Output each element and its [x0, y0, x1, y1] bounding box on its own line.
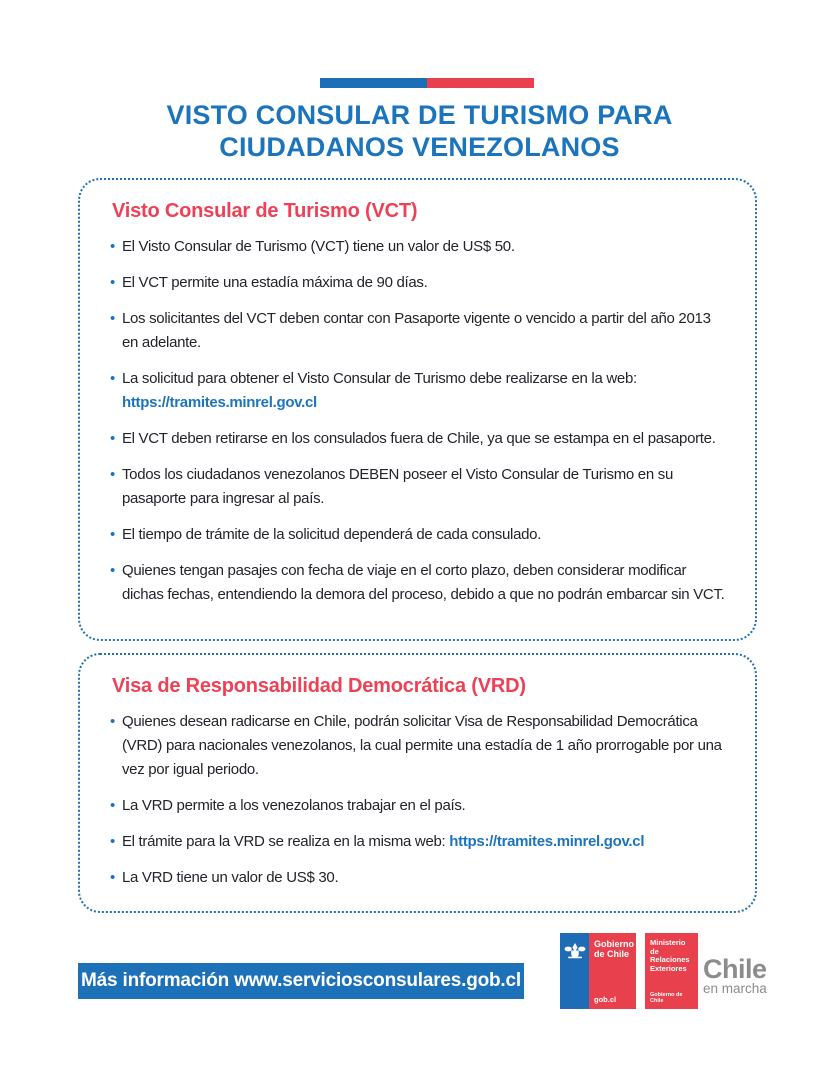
page-title [0, 99, 839, 163]
bullet-text: La VRD permite a los venezolanos trabajar en el país. [121, 797, 466, 814]
minrel-wordmark [650, 939, 696, 973]
bullet-dot-icon: • [110, 274, 115, 291]
page-title-line-1: VISTO CONSULAR DE TURISMO PARA [166, 100, 673, 130]
gob-wordmark-line-1: Gobierno [594, 939, 634, 949]
bullet-text: El tiempo de trámite de la solicitud dependerá de cada consulado. [121, 526, 542, 543]
bullet-dot-icon: • [110, 430, 115, 447]
vrd-section [78, 653, 757, 913]
bullet-item [110, 427, 729, 451]
vct-bullet-list [110, 235, 729, 607]
bullet-item [110, 830, 729, 854]
bullet-dot-icon: • [110, 370, 115, 387]
bullet-text: La VRD tiene un valor de US$ 30. [121, 869, 339, 886]
gob-wordmark-line-2: de Chile [594, 949, 630, 959]
bullet-text: Quienes tengan pasajes con fecha de viaje en el corto plazo, deben considerar modificar dichas fechas, entendiendo la demora del proceso, debido a que no podrán embarcar sin VCT. [121, 562, 725, 603]
bullet-dot-icon: • [110, 310, 115, 327]
info-bar [78, 963, 524, 999]
gobierno-de-chile-logo [560, 933, 636, 1009]
flag-red-segment [427, 78, 534, 88]
vrd-bullet-list [110, 710, 729, 890]
bullet-item [110, 523, 729, 547]
coat-of-arms-icon [564, 933, 586, 1009]
bullet-text: El VCT permite una estadía máxima de 90 días. [121, 274, 428, 291]
tramites-minrel-link[interactable]: https://tramites.minrel.gov.cl [449, 833, 645, 850]
bullet-item [110, 710, 729, 782]
bullet-text: Quienes desean radicarse en Chile, podrán solicitar Visa de Responsabilidad Democrática (VRD) para nacionales venezolanos, la cual permite una estadía de 1 año prorrogable por una vez por igual periodo. [121, 713, 722, 778]
bullet-item [110, 367, 729, 415]
bullet-dot-icon: • [110, 466, 115, 483]
bullet-text: El Visto Consular de Turismo (VCT) tiene un valor de US$ 50. [121, 238, 515, 255]
bullet-text: El VCT deben retirarse en los consulados fuera de Chile, ya que se estampa en el pasaporte. [121, 430, 716, 447]
bullet-item [110, 307, 729, 355]
bullet-item [110, 235, 729, 259]
minrel-wordmark-line-2: Relaciones [650, 955, 690, 964]
flag-blue-segment [320, 78, 427, 88]
bullet-item [110, 559, 729, 607]
bullet-text: Los solicitantes del VCT deben contar con Pasaporte vigente o vencido a partir del año 2013 en adelante. [121, 310, 711, 351]
bullet-dot-icon: • [110, 869, 115, 886]
gobierno-de-chile-wordmark [594, 939, 634, 959]
en-marcha-label: en marcha [703, 981, 767, 996]
bullet-dot-icon: • [110, 562, 115, 579]
bullet-text: La solicitud para obtener el Visto Consular de Turismo debe realizarse en la web: https://tramites.minrel.gov.cl [122, 367, 729, 415]
bullet-dot-icon: • [110, 797, 115, 814]
bullet-item [110, 271, 729, 295]
bullet-item [110, 463, 729, 511]
bullet-item [110, 794, 729, 818]
vct-section [78, 178, 757, 641]
chile-flag-bar [320, 78, 534, 88]
minrel-wordmark-line-1: Ministerio de [650, 938, 686, 956]
bullet-item [110, 866, 729, 890]
page-title-line-2: CIUDADANOS VENEZOLANOS [219, 132, 620, 162]
vrd-heading: Visa de Responsabilidad Democrática (VRD) [112, 675, 526, 697]
bullet-dot-icon: • [110, 713, 115, 730]
bullet-dot-icon: • [110, 238, 115, 255]
logo-red-panel [589, 933, 636, 1009]
minrel-gobierno-label: Gobierno de Chile [650, 992, 683, 1004]
bullet-text: Todos los ciudadanos venezolanos DEBEN poseer el Visto Consular de Turismo en su pasaporte para ingresar al país. [121, 466, 674, 507]
vct-heading: Visto Consular de Turismo (VCT) [112, 200, 418, 222]
logo-blue-strip [560, 933, 589, 1009]
tramites-minrel-link[interactable]: https://tramites.minrel.gov.cl [121, 394, 317, 411]
chile-wordmark: Chile [703, 954, 767, 984]
bullet-dot-icon: • [110, 526, 115, 543]
minrel-wordmark-line-3: Exteriores [650, 963, 687, 973]
info-bar-label: Más información www.serviciosconsulares.gob.cl [81, 970, 521, 991]
ministerio-relaciones-exteriores-logo [645, 933, 698, 1009]
bullet-dot-icon: • [110, 833, 115, 850]
bullet-text: El trámite para la VRD se realiza en la misma web: https://tramites.minrel.gov.cl [121, 833, 645, 850]
gob-cl-label: gob.cl [594, 995, 617, 1004]
chile-en-marcha-wordmark [703, 956, 767, 996]
